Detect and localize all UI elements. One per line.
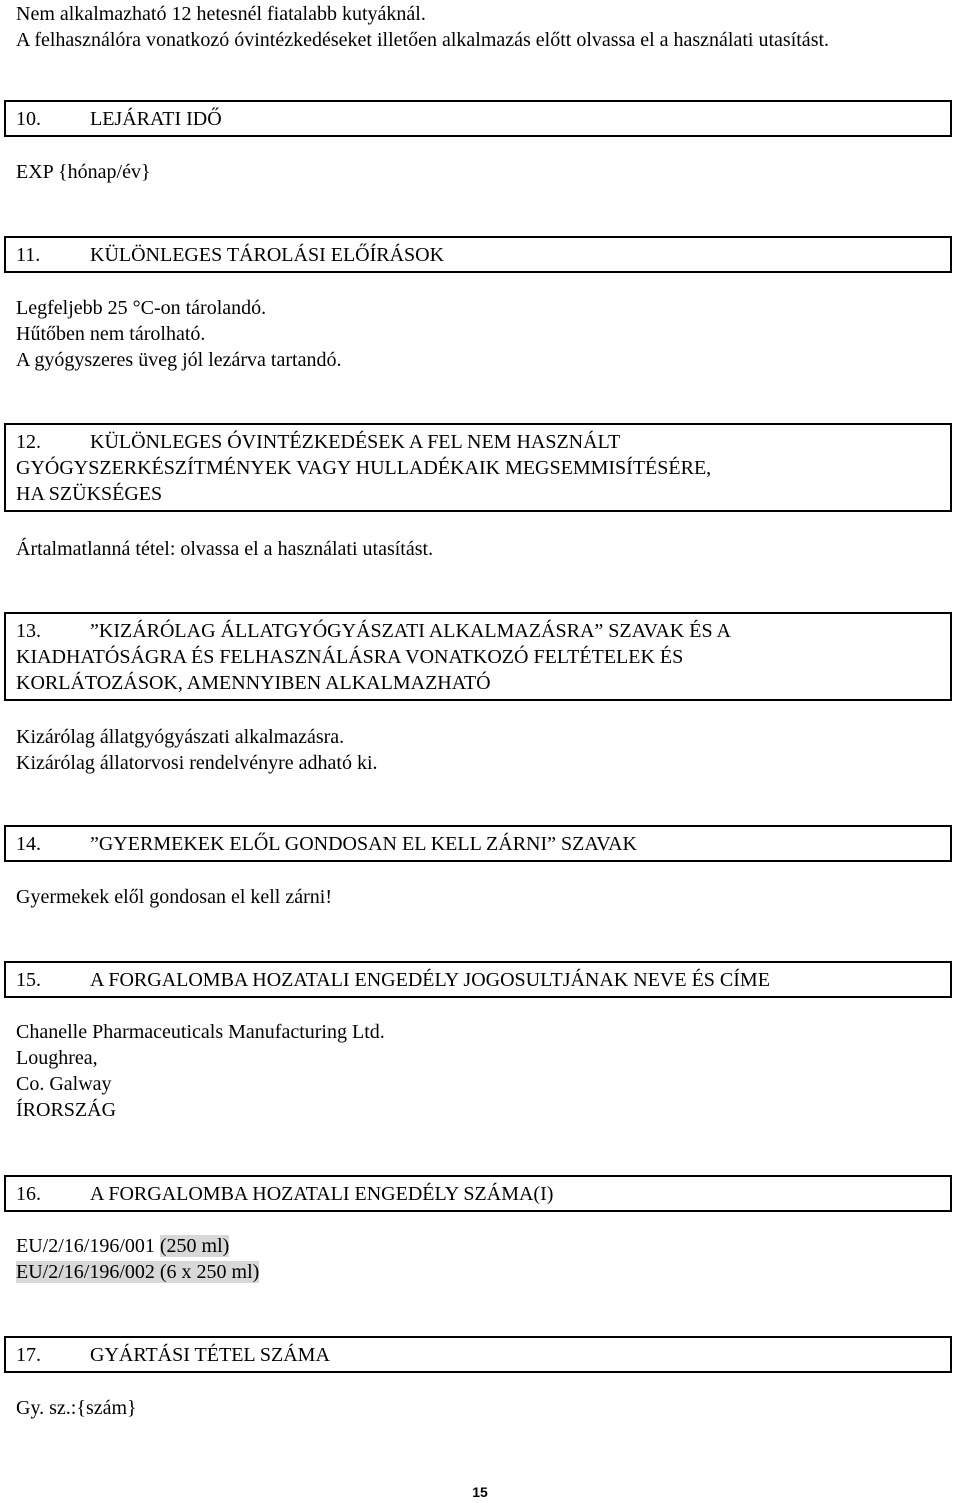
section-heading: ”GYERMEKEK ELŐL GONDOSAN EL KELL ZÁRNI” SZAVAK xyxy=(90,833,637,855)
authorisation-code-highlighted: EU/2/16/196/002 (6 x 250 ml) xyxy=(16,1261,260,1283)
section-heading-line: GYÓGYSZERKÉSZÍTMÉNYEK VAGY HULLADÉKAIK MEGSEMMISÍTÉSÉRE, xyxy=(16,457,712,479)
section-heading-line: ”KIZÁRÓLAG ÁLLATGYÓGYÁSZATI ALKALMAZÁSRA” SZAVAK ÉS A xyxy=(90,620,731,642)
intro-line-2: A felhasználóra vonatkozó óvintézkedéseket illetően alkalmazás előtt olvassa el a használati utasítást. xyxy=(16,29,830,51)
section-heading-line: KIADHATÓSÁGRA ÉS FELHASZNÁLÁSRA VONATKOZÓ FELTÉTELEK ÉS xyxy=(16,646,684,668)
authorisation-number-2 xyxy=(16,1259,259,1285)
authorisation-code: EU/2/16/196/001 xyxy=(16,1235,160,1257)
section-13-header xyxy=(4,612,952,701)
section-11-body-1: Legfeljebb 25 °C-on tárolandó. xyxy=(16,297,267,319)
section-number: 13. xyxy=(16,620,41,642)
section-heading: LEJÁRATI IDŐ xyxy=(90,108,222,130)
section-13-body-1: Kizárólag állatgyógyászati alkalmazásra. xyxy=(16,726,345,748)
authorisation-pack-size: (250 ml) xyxy=(159,1235,230,1257)
section-number: 10. xyxy=(16,108,41,130)
section-16-header xyxy=(4,1175,952,1212)
section-13-body-2: Kizárólag állatorvosi rendelvényre adható ki. xyxy=(16,752,378,774)
section-number: 14. xyxy=(16,833,41,855)
section-number: 16. xyxy=(16,1183,41,1205)
holder-address-2: Co. Galway xyxy=(16,1073,112,1095)
section-heading: A FORGALOMBA HOZATALI ENGEDÉLY JOGOSULTJÁNAK NEVE ÉS CÍME xyxy=(90,969,770,991)
section-heading-line: KORLÁTOZÁSOK, AMENNYIBEN ALKALMAZHATÓ xyxy=(16,672,491,694)
section-15-header xyxy=(4,961,952,998)
holder-country: ÍRORSZÁG xyxy=(16,1099,117,1121)
section-heading-line: KÜLÖNLEGES ÓVINTÉZKEDÉSEK A FEL NEM HASZNÁLT xyxy=(90,431,621,453)
section-number: 15. xyxy=(16,969,41,991)
page-number: 15 xyxy=(472,1484,488,1500)
section-12-body: Ártalmatlanná tétel: olvassa el a használati utasítást. xyxy=(16,538,434,560)
section-12-header xyxy=(4,423,952,512)
batch-number: Gy. sz.:{szám} xyxy=(16,1397,137,1419)
intro-line-1: Nem alkalmazható 12 hetesnél fiatalabb kutyáknál. xyxy=(16,3,426,25)
section-11-header xyxy=(4,236,952,273)
section-heading-line: HA SZÜKSÉGES xyxy=(16,483,163,505)
holder-address-1: Loughrea, xyxy=(16,1047,98,1069)
section-14-body: Gyermekek elől gondosan el kell zárni! xyxy=(16,886,332,908)
section-number: 11. xyxy=(16,244,41,266)
section-10-body: EXP {hónap/év} xyxy=(16,161,151,183)
holder-name: Chanelle Pharmaceuticals Manufacturing Ltd. xyxy=(16,1021,385,1043)
section-number: 12. xyxy=(16,431,41,453)
section-heading: A FORGALOMBA HOZATALI ENGEDÉLY SZÁMA(I) xyxy=(90,1183,554,1205)
section-11-body-3: A gyógyszeres üveg jól lezárva tartandó. xyxy=(16,349,342,371)
section-17-header xyxy=(4,1336,952,1373)
authorisation-number-1 xyxy=(16,1233,229,1259)
section-heading: KÜLÖNLEGES TÁROLÁSI ELŐÍRÁSOK xyxy=(90,244,445,266)
section-heading: GYÁRTÁSI TÉTEL SZÁMA xyxy=(90,1344,330,1366)
section-10-header xyxy=(4,100,952,137)
section-11-body-2: Hűtőben nem tárolható. xyxy=(16,323,206,345)
section-number: 17. xyxy=(16,1344,41,1366)
section-14-header xyxy=(4,825,952,862)
